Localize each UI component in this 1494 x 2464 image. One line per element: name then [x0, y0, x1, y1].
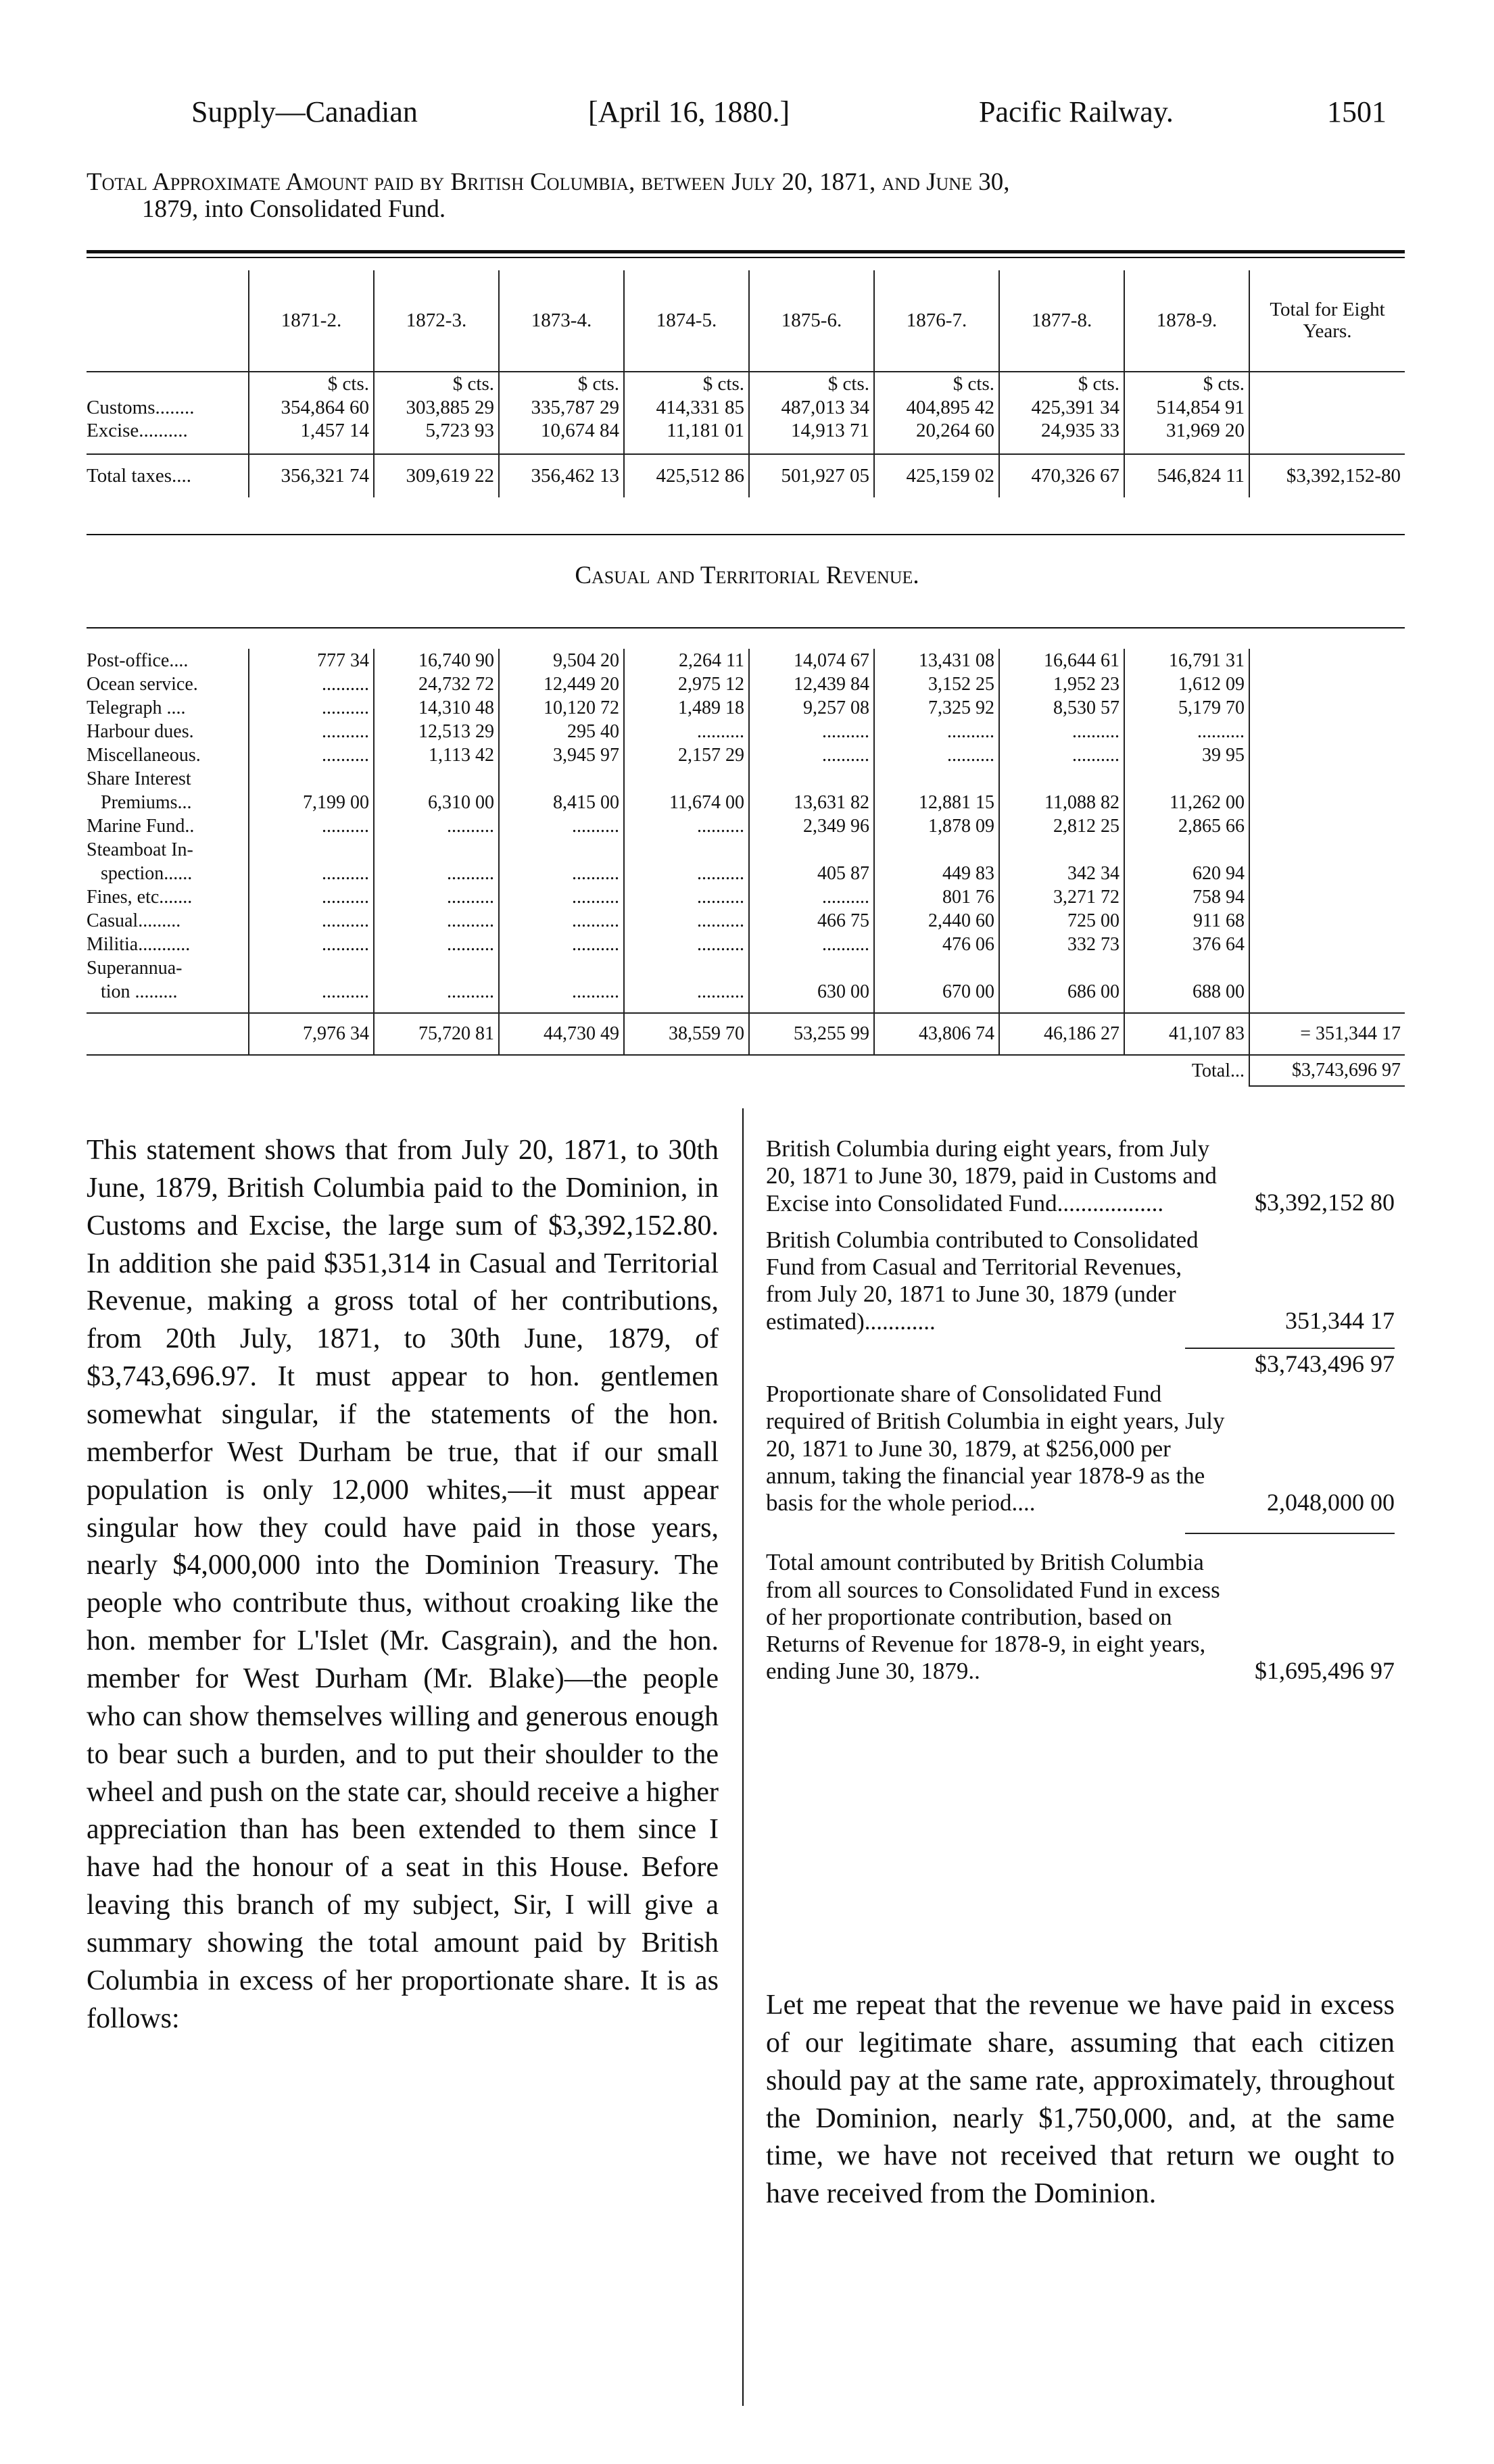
cell [999, 956, 1124, 980]
summary-item-text: Proportionate share of Consolidated Fund required of British Columbia in eight years, July 20, 1871 to June 30, 1879, at $256,000 per annum, taking the financial year 1878-9 as the basis for the whole period.... [766, 1381, 1225, 1517]
cell: 2,157 29 [624, 743, 749, 767]
cell: 12,881 15 [874, 791, 999, 814]
table-row [87, 909, 1405, 933]
column-header: 1874-5. [624, 270, 749, 372]
cell: 425,512 86 [624, 454, 749, 497]
cell: .......... [374, 933, 499, 956]
cell: 12,513 29 [374, 720, 499, 743]
unit-label: $ cts. [1124, 372, 1249, 396]
cell: 725 00 [999, 909, 1124, 933]
cell: 758 94 [1124, 885, 1249, 909]
table-row [87, 956, 1405, 980]
cell: .......... [624, 885, 749, 909]
cell [874, 767, 999, 791]
table-row [87, 720, 1405, 743]
cell: 546,824 11 [1124, 454, 1249, 497]
cell: 53,255 99 [749, 1013, 874, 1055]
cell: 3,271 72 [999, 885, 1124, 909]
cell: .......... [499, 909, 624, 933]
grand-total-row [87, 1055, 1405, 1086]
cell [374, 956, 499, 980]
cell: 425,391 34 [999, 396, 1124, 419]
cell: 335,787 29 [499, 396, 624, 419]
column-divider [742, 1108, 744, 2406]
cell: 39 95 [1124, 743, 1249, 767]
cell: 356,321 74 [249, 454, 374, 497]
cell: .......... [499, 814, 624, 838]
running-head-left: Supply—Canadian [191, 95, 418, 128]
cell: 332 73 [999, 933, 1124, 956]
cell: .......... [499, 933, 624, 956]
table-row [87, 396, 1405, 419]
summary-item [766, 1381, 1395, 1517]
page-number: 1501 [1327, 95, 1387, 128]
row-label: Post-office.... [87, 649, 189, 671]
cell: 620 94 [1124, 862, 1249, 885]
row-label: Telegraph .... [87, 697, 186, 718]
cell: 354,864 60 [249, 396, 374, 419]
row-label: Marine Fund.. [87, 815, 195, 837]
cell: .......... [374, 980, 499, 1004]
cell: 9,504 20 [499, 649, 624, 672]
cell: .......... [624, 814, 749, 838]
cell [749, 956, 874, 980]
cell: 303,885 29 [374, 396, 499, 419]
cell: 2,349 96 [749, 814, 874, 838]
unit-label: $ cts. [999, 372, 1124, 396]
cell: 5,723 93 [374, 419, 499, 442]
cell: .......... [249, 672, 374, 696]
cell: .......... [999, 720, 1124, 743]
cell [249, 838, 374, 862]
table-rule [87, 534, 1405, 535]
cell: 44,730 49 [499, 1013, 624, 1055]
cell [999, 767, 1124, 791]
running-head-date: [April 16, 1880.] [588, 95, 790, 128]
cell: 11,262 00 [1124, 791, 1249, 814]
casual-totals-row [87, 1013, 1405, 1055]
cell [624, 838, 749, 862]
cell: .......... [874, 720, 999, 743]
cell [1124, 767, 1249, 791]
cell: 38,559 70 [624, 1013, 749, 1055]
cell: 801 76 [874, 885, 999, 909]
column-header: 1876-7. [874, 270, 999, 372]
column-header: 1873-4. [499, 270, 624, 372]
summary-item-text: British Columbia contributed to Consolidated Fund from Casual and Territorial Revenues, from July 20, 1871 to June 30, 1879 (under estimated)............ [766, 1226, 1199, 1335]
row-label: Casual......... [87, 910, 181, 931]
unit-label: $ cts. [874, 372, 999, 396]
table-row [87, 980, 1405, 1004]
cell: 449 83 [874, 862, 999, 885]
cell [249, 767, 374, 791]
cell: 9,257 08 [749, 696, 874, 720]
unit-label: $ cts. [374, 372, 499, 396]
cell: .......... [1124, 720, 1249, 743]
total-taxes-row [87, 454, 1405, 497]
cell: 404,895 42 [874, 396, 999, 419]
row-label: Ocean service. [87, 673, 198, 695]
cell: 2,440 60 [874, 909, 999, 933]
cell: 1,457 14 [249, 419, 374, 442]
cell: 487,013 34 [749, 396, 874, 419]
cell: .......... [374, 862, 499, 885]
cell: 309,619 22 [374, 454, 499, 497]
cell: 356,462 13 [499, 454, 624, 497]
summary-item-amount: $3,392,152 80 [1255, 1189, 1395, 1216]
cell: 14,074 67 [749, 649, 874, 672]
cell: 466 75 [749, 909, 874, 933]
cell: .......... [249, 743, 374, 767]
table-row [87, 649, 1405, 672]
row-label: Fines, etc....... [87, 886, 193, 908]
unit-label: $ cts. [499, 372, 624, 396]
summary-item-amount: $1,695,496 97 [1255, 1657, 1395, 1685]
cell: 20,264 60 [874, 419, 999, 442]
cell: .......... [249, 885, 374, 909]
casual-revenue-title: Casual and Territorial Revenue. [575, 562, 919, 589]
cell: 16,740 90 [374, 649, 499, 672]
cell: .......... [374, 909, 499, 933]
row-label: Steamboat In- [87, 839, 193, 860]
cell: 41,107 83 [1124, 1013, 1249, 1055]
cell: 295 40 [499, 720, 624, 743]
cell: .......... [749, 743, 874, 767]
cell: 43,806 74 [874, 1013, 999, 1055]
table-row [87, 672, 1405, 696]
row-label: Customs........ [87, 396, 195, 418]
row-label: Militia........... [87, 933, 191, 955]
row-label: Excise.......... [87, 419, 188, 441]
cell: .......... [999, 743, 1124, 767]
cell: 13,431 08 [874, 649, 999, 672]
table-row [87, 767, 1405, 791]
cell: 1,952 23 [999, 672, 1124, 696]
cell: 2,865 66 [1124, 814, 1249, 838]
cell: 11,181 01 [624, 419, 749, 442]
cell: .......... [749, 885, 874, 909]
table-caption-line1: Total Approximate Amount paid by British Columbia, between July 20, 1871, and June 30, [87, 168, 1010, 196]
row-label: Share Interest [87, 768, 191, 789]
cell: 514,854 91 [1124, 396, 1249, 419]
cell: 16,644 61 [999, 649, 1124, 672]
column-header: 1878-9. [1124, 270, 1249, 372]
cell: 24,935 33 [999, 419, 1124, 442]
cell: 31,969 20 [1124, 419, 1249, 442]
row-label: spection...... [87, 862, 193, 884]
cell: 1,612 09 [1124, 672, 1249, 696]
grand-total-label: Total... [1191, 1060, 1245, 1081]
casual-sum: = 351,344 17 [1249, 1013, 1405, 1055]
cell: 777 34 [249, 649, 374, 672]
cell: 7,325 92 [874, 696, 999, 720]
cell: 1,113 42 [374, 743, 499, 767]
cell [874, 956, 999, 980]
cell: 425,159 02 [874, 454, 999, 497]
body-paragraph-right: Let me repeat that the revenue we have paid in excess of our legitimate share, assuming that each citizen should pay at the same rate, approximately, throughout the Dominion, nearly $1,750,000, and, at the same time, we have not received that return we ought to have received from the Dominion. [766, 1990, 1395, 2210]
cell: .......... [499, 885, 624, 909]
cell: .......... [624, 980, 749, 1004]
summary-item [766, 1135, 1395, 1217]
row-label: Miscellaneous. [87, 744, 201, 766]
cell [999, 838, 1124, 862]
cell: .......... [249, 696, 374, 720]
grand-total-value: $3,743,696 97 [1249, 1055, 1405, 1086]
summary-item [766, 1227, 1395, 1335]
cell: 11,088 82 [999, 791, 1124, 814]
cell: 630 00 [749, 980, 874, 1004]
cell: 24,732 72 [374, 672, 499, 696]
cell: 10,674 84 [499, 419, 624, 442]
cell: 414,331 85 [624, 396, 749, 419]
summary-rule [1185, 1348, 1395, 1349]
column-header-total: Total for Eight Years. [1249, 270, 1405, 372]
cell: 13,631 82 [749, 791, 874, 814]
cell: 46,186 27 [999, 1013, 1124, 1055]
cell: 75,720 81 [374, 1013, 499, 1055]
cell [249, 956, 374, 980]
summary-rule [1185, 1533, 1395, 1534]
cell: 670 00 [874, 980, 999, 1004]
table-row [87, 791, 1405, 814]
table-row [87, 862, 1405, 885]
row-label: Harbour dues. [87, 720, 194, 742]
unit-label: $ cts. [749, 372, 874, 396]
cell [624, 956, 749, 980]
cell: .......... [499, 980, 624, 1004]
summary-item-amount: 2,048,000 00 [1267, 1489, 1395, 1516]
unit-label: $ cts. [624, 372, 749, 396]
casual-revenue-table [87, 649, 1405, 1087]
cell: .......... [249, 933, 374, 956]
column-header: 1875-6. [749, 270, 874, 372]
cell: 11,674 00 [624, 791, 749, 814]
cell: 2,264 11 [624, 649, 749, 672]
cell: 2,975 12 [624, 672, 749, 696]
cell [499, 767, 624, 791]
cell: 3,945 97 [499, 743, 624, 767]
casual-table-top-rule [87, 627, 1405, 629]
running-head-right: Pacific Railway. [979, 95, 1174, 128]
cell [749, 838, 874, 862]
row-label: Total taxes.... [87, 465, 192, 487]
cell: 8,415 00 [499, 791, 624, 814]
cell: .......... [249, 909, 374, 933]
table-row [87, 743, 1405, 767]
cell [749, 767, 874, 791]
unit-label: $ cts. [249, 372, 374, 396]
column-header: 1871-2. [249, 270, 374, 372]
column-header: 1872-3. [374, 270, 499, 372]
cell: .......... [249, 862, 374, 885]
cell: .......... [499, 862, 624, 885]
row-label: Premiums... [87, 791, 192, 813]
summary-item-text: British Columbia during eight years, from July 20, 1871 to June 30, 1879, paid in Customs and Excise into Consolidated Fund.................. [766, 1135, 1217, 1216]
row-label: Superannua- [87, 957, 183, 979]
cell: .......... [249, 814, 374, 838]
cell: 7,976 34 [249, 1013, 374, 1055]
cell: 5,179 70 [1124, 696, 1249, 720]
cell [499, 838, 624, 862]
cell: 1,878 09 [874, 814, 999, 838]
table-row [87, 933, 1405, 956]
body-paragraph-left: This statement shows that from July 20, 1871, to 30th June, 1879, British Columbia paid to the Dominion, in Customs and Excise, the large sum of $3,392,152.80. In addition she paid $351,314 in Casual and Territorial Revenue, making a gross total of her contributions, from 20th July, 1871, to 30th June, 1879, of $3,743,696.97. It must appear to hon. gentlemen somewhat singular, if the statements of the hon. memberfor West Durham be true, that if our small population is only 12,000 whites,—it must appear singular how they could have paid in those years, nearly $4,000,000 into the Dominion Treasury. The people who contribute thus, without croaking like the hon. member for L'Islet (Mr. Casgrain), and the hon. member for West Durham (Mr. Blake)—the people who can show themselves willing and generous enough to bear such a burden, and to put their shoulder to the wheel and push on the state car, should receive a higher appreciation than has been extended to them since I have had the honour of a seat in this House. Before leaving this branch of my subject, Sir, I will give a summary showing the total amount paid by British Columbia in excess of her proportionate share. It is as follows: [87, 1135, 719, 2034]
cell: 470,326 67 [999, 454, 1124, 497]
grand-total-taxes: $3,392,152-80 [1249, 454, 1405, 497]
table-top-rule-thin [87, 257, 1405, 258]
cell: 6,310 00 [374, 791, 499, 814]
cell: 14,310 48 [374, 696, 499, 720]
table-row [87, 885, 1405, 909]
cell: .......... [374, 814, 499, 838]
cell [499, 956, 624, 980]
customs-excise-table [87, 270, 1405, 497]
cell: 476 06 [874, 933, 999, 956]
summary-subtotal: $3,743,496 97 [1255, 1350, 1395, 1377]
summary-block [766, 1135, 1395, 1685]
cell: 3,152 25 [874, 672, 999, 696]
cell: .......... [374, 885, 499, 909]
cell: 8,530 57 [999, 696, 1124, 720]
cell: .......... [624, 720, 749, 743]
table-row [87, 696, 1405, 720]
cell: 12,439 84 [749, 672, 874, 696]
cell: 10,120 72 [499, 696, 624, 720]
cell: 688 00 [1124, 980, 1249, 1004]
cell [1124, 838, 1249, 862]
table-top-rule [87, 250, 1405, 253]
cell [624, 767, 749, 791]
cell: 911 68 [1124, 909, 1249, 933]
table-row [87, 419, 1405, 442]
cell: 2,812 25 [999, 814, 1124, 838]
row-label: tion ......... [87, 981, 178, 1002]
cell [374, 767, 499, 791]
table-row [87, 814, 1405, 838]
cell: 7,199 00 [249, 791, 374, 814]
cell [374, 838, 499, 862]
cell: .......... [624, 909, 749, 933]
cell: .......... [249, 980, 374, 1004]
column-header: 1877-8. [999, 270, 1124, 372]
summary-item [766, 1549, 1395, 1685]
cell: .......... [249, 720, 374, 743]
cell [1124, 956, 1249, 980]
cell: 501,927 05 [749, 454, 874, 497]
cell: 1,489 18 [624, 696, 749, 720]
cell: 14,913 71 [749, 419, 874, 442]
cell: .......... [749, 720, 874, 743]
summary-item-amount: 351,344 17 [1285, 1307, 1395, 1335]
cell: 405 87 [749, 862, 874, 885]
cell [874, 838, 999, 862]
cell: 16,791 31 [1124, 649, 1249, 672]
cell: .......... [874, 743, 999, 767]
cell: .......... [749, 933, 874, 956]
table-caption-line2: 1879, into Consolidated Fund. [142, 195, 446, 223]
summary-item-text: Total amount contributed by British Columbia from all sources to Consolidated Fund in excess of her proportionate contribution, based on Returns of Revenue for 1878-9, in eight years, ending June 30, 1879.. [766, 1549, 1220, 1685]
cell: 376 64 [1124, 933, 1249, 956]
cell: .......... [624, 862, 749, 885]
cell: .......... [624, 933, 749, 956]
cell: 12,449 20 [499, 672, 624, 696]
cell: 342 34 [999, 862, 1124, 885]
table-row [87, 838, 1405, 862]
cell: 686 00 [999, 980, 1124, 1004]
